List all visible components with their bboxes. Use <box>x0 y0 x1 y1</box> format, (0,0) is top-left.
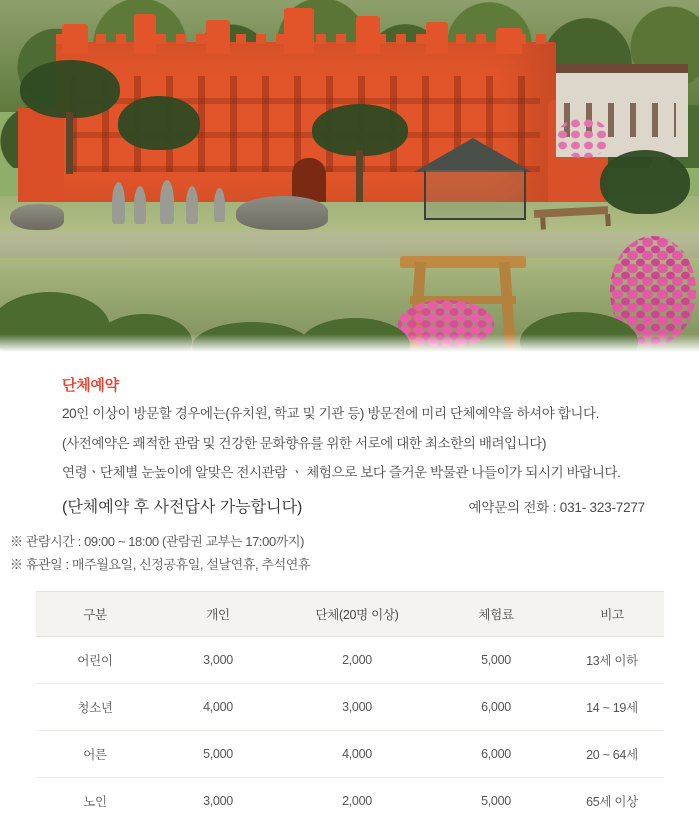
tower <box>496 28 522 54</box>
cell-category: 청소년 <box>36 683 154 730</box>
flower-bush <box>556 118 610 158</box>
cell-individual: 3,000 <box>154 636 282 683</box>
stone-statue <box>214 188 225 222</box>
stone-statue <box>186 186 198 224</box>
info-section <box>0 352 699 824</box>
photo-bottom-fade <box>0 334 699 352</box>
cell-category: 어른 <box>36 730 154 777</box>
table-header-row <box>36 591 664 636</box>
stone-statue <box>134 186 146 224</box>
cell-remarks: 65세 이상 <box>586 794 638 809</box>
header-category: 구분 <box>36 591 154 636</box>
notes-block <box>2 531 699 573</box>
building-left-wing <box>18 108 64 202</box>
cell-group: 2,000 <box>282 636 432 683</box>
cell-group: 3,000 <box>282 683 432 730</box>
group-reservation-title: 단체예약 <box>62 377 119 394</box>
stone-statue <box>160 180 174 224</box>
cell-individual: 5,000 <box>154 730 282 777</box>
tower <box>206 20 230 54</box>
pine-tree <box>600 150 690 214</box>
pine-tree <box>118 96 200 150</box>
table-row <box>36 730 664 777</box>
stone-statue <box>112 182 125 224</box>
hero-photo <box>0 0 699 352</box>
admission-fee-table <box>36 591 664 824</box>
table-row <box>36 683 664 730</box>
table-row <box>36 777 664 824</box>
cell-category: 어린이 <box>36 636 154 683</box>
reservation-phone: 예약문의 전화 : 031- 323-7277 <box>468 499 645 515</box>
header-group: 단체(20명 이상) <box>282 591 432 636</box>
tree-trunk <box>66 112 73 174</box>
reservation-footer-row <box>62 494 645 517</box>
pine-tree <box>312 104 408 156</box>
reservation-line-3: 연령ㆍ단체별 눈높이에 알맞은 전시관람 ㆍ 체험으로 보다 즐거운 박물관 나들이가 되시기 바랍니다. <box>62 465 621 481</box>
table-row <box>36 636 664 683</box>
cell-individual: 3,000 <box>203 793 233 808</box>
cell-group: 4,000 <box>282 730 432 777</box>
pavilion-structure <box>424 170 526 220</box>
tower <box>356 16 380 54</box>
cell-experience: 5,000 <box>481 793 511 808</box>
reservation-line-1: 20인 이상이 방문할 경우에는(유치원, 학교 및 기관 등) 방문전에 미리 단체예약을 하셔야 합니다. <box>62 406 600 421</box>
opening-hours-note: ※ 관람시간 : 09:00 ~ 18:00 (관람권 교부는 17:00까지) <box>10 533 305 549</box>
tower <box>62 24 88 54</box>
pine-tree <box>20 60 120 118</box>
cell-remarks: 13세 이하 <box>560 636 664 683</box>
cell-remarks: 14 ~ 19세 <box>560 683 664 730</box>
cell-group: 2,000 <box>342 793 372 808</box>
tower <box>284 8 314 54</box>
cell-experience: 5,000 <box>432 636 560 683</box>
header-remarks: 비고 <box>560 591 664 636</box>
cell-experience: 6,000 <box>432 730 560 777</box>
header-experience-fee: 체험료 <box>432 591 560 636</box>
cell-experience: 6,000 <box>432 683 560 730</box>
header-individual: 개인 <box>154 591 282 636</box>
tower <box>134 14 156 54</box>
table-head <box>36 591 664 636</box>
garden-rock <box>236 196 328 230</box>
reservation-line-4: (단체예약 후 사전답사 가능합니다) <box>62 498 303 516</box>
table-body <box>36 636 664 824</box>
tower <box>426 22 448 54</box>
cell-individual: 4,000 <box>154 683 282 730</box>
closed-days-note: ※ 휴관일 : 매주월요일, 신정공휴일, 설날연휴, 추석연휴 <box>10 556 311 572</box>
entrance-door <box>292 158 326 202</box>
reservation-line-2: (사전예약은 쾌적한 관람 및 건강한 문화향유를 위한 서로에 대한 최소한의 배려입니다) <box>62 435 547 451</box>
garden-path <box>0 232 699 258</box>
cell-category: 노인 <box>83 794 107 809</box>
cell-remarks: 20 ~ 64세 <box>560 730 664 777</box>
garden-rock <box>10 204 64 230</box>
tree-trunk <box>356 150 363 202</box>
